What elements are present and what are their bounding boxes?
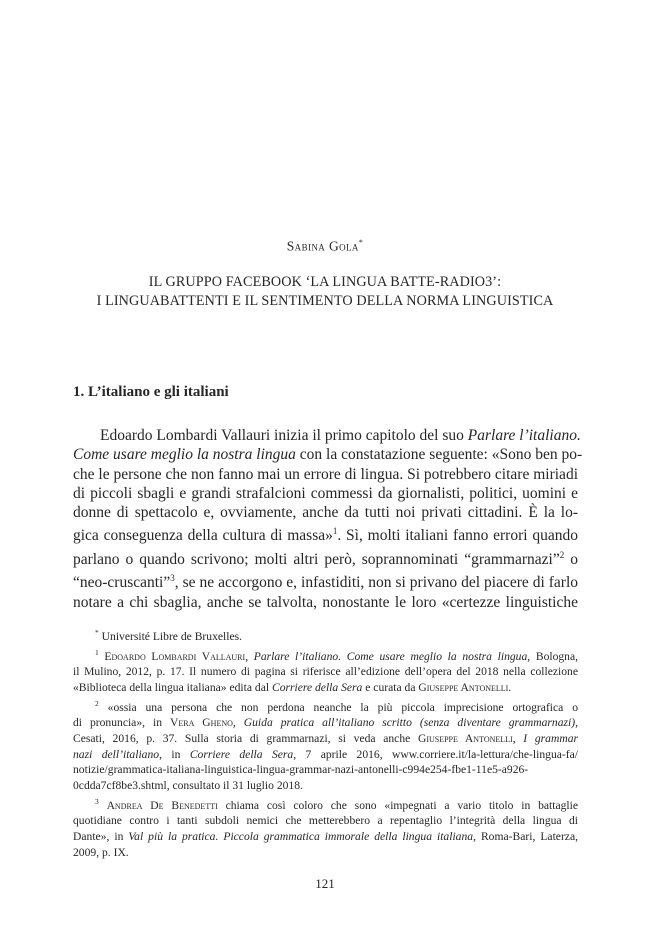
author-footnote-mark: * [358,238,364,247]
body-text-run: o [564,551,578,569]
cited-author: Giuseppe Antonelli [417,731,513,745]
title-line-1: IL GRUPPO FACEBOOK ‘LA LINGUA BATTE-RADIO3’: [148,274,502,290]
footnote-ref: 2 [559,549,565,560]
footnote-text: , [512,731,524,745]
book-title: Parlare l’italiano. [467,427,581,444]
footnote-text: , Bologna, [527,649,579,663]
body-line [73,546,578,569]
footnote-star [73,625,578,645]
footnote-3-line [73,829,578,845]
cited-author: Andrea De Benedetti [106,798,218,812]
footnote-text: . [508,680,512,694]
footnote-ref: 3 [170,573,175,584]
body-text-run: parlano o quando scrivono; molti altri però, soprannominati “grammarnazi” [73,551,560,569]
footnote-2-line [73,731,578,747]
footnote-1-line [73,645,578,665]
footnote-text: Cesati, 2016, p. 37. Sulla storia di grammarnazi, si veda anche [73,731,418,745]
body-text-run: “neo-cruscanti” [73,574,171,592]
footnote-3-line: 2009, p. IX. [73,845,129,859]
footnote-mark: 2 [95,698,99,708]
article-title [55,273,595,311]
author-first-name: Sabina [286,238,326,254]
body-line: donne di spettacolo e, ovviamente, anche da tutti noi privati cittadini. È la lo- [73,504,578,522]
footnote-3-line [73,794,578,814]
section-heading: 1. L’italiano e gli italiani [73,384,229,400]
body-line [73,426,581,445]
body-text-run: con la constatazione seguente: «Sono ben po- [295,446,583,464]
footnote-mark: 1 [95,647,99,657]
footnote-text: «Biblioteca della lingua italiana» edita dal [73,680,272,694]
cited-title: Guida pratica all’italiano scritto (senza diventare grammarnazi) [243,716,576,730]
body-text-run: , se ne accorgono e, infastiditi, non si privano del piacere di farlo [174,574,578,592]
cited-author: Edoardo Lombardi Vallauri [104,649,246,663]
footnote-text: chiama così coloro che sono «impegnati a vario titolo in battaglie [217,798,578,812]
footnotes [73,625,578,860]
cited-title: I grammar [523,731,578,745]
author-last-name: Gola [328,238,359,254]
body-line: che le persone che non fanno mai un errore di lingua. Si potrebbero citare miriadi [73,465,578,483]
footnote-text: Université Libre de Bruxelles. [101,629,243,643]
body-text-run: Edoardo Lombardi Vallauri inizia il primo capitolo del suo [100,427,468,444]
footnote-text: Dante», in [73,829,129,843]
cited-author: Vera Gheno [169,716,233,730]
footnote-text: , 7 aprile 2016, www.corriere.it/la-lettura/che-lingua-fa/ [293,747,578,761]
title-line-2: I LINGUABATTENTI E IL SENTIMENTO DELLA NORMA LINGUISTICA [96,293,554,309]
footnote-text: di pronuncia», in [73,716,170,730]
footnote-text: «ossia una persona che non perdona neanche la più piccola imprecisione ortografica o [107,700,578,714]
book-title: Come usare meglio la nostra lingua [73,446,296,464]
body-text-run: gica conseguenza della cultura di massa» [73,527,333,545]
footnote-ref: 1 [332,526,338,537]
footnote-1-line: il Mulino, 2012, p. 17. Il numero di pagina si riferisce all’edizione dell’opera del 2018 nella collezione [73,665,578,679]
cited-title: Val più la pratica. Piccola grammatica immorale della lingua italiana [128,829,474,843]
footnote-mark: 3 [95,796,99,806]
footnote-1-line [73,680,578,696]
footnote-text: , [245,649,254,663]
footnote-text: e curata da [362,680,419,694]
footnote-2-line: notizie/grammatica-italiana-linguistica-lingua-grammar-nazi-antonelli-c994e254-fbe1-11e5-a926- [73,763,529,777]
cited-author: Giuseppe Antonelli [418,680,509,694]
cited-title: nazi dell’italiano [73,747,160,761]
footnote-3-line: quotidiane contro i tanti subdoli nemici che metterebbero a repentaglio l’integrità della lingua di [73,814,578,828]
footnote-2-line [73,747,578,763]
cited-title: Corriere della Sera [189,747,294,761]
footnote-text: , [575,716,578,730]
footnote-2-line: 0cdda7cf8be3.shtml, consultato il 31 luglio 2018. [73,778,303,792]
cited-title: Corriere della Sera [271,680,363,694]
body-line: notare a chi sbaglia, anche se talvolta, nonostante le loro «certezze linguistiche [73,593,578,611]
body-line [73,522,578,545]
footnote-2-line [73,715,578,731]
body-line [73,569,578,592]
page-number: 121 [315,876,335,891]
cited-title: Parlare l’italiano. Come usare meglio la nostra lingua [253,649,528,663]
footnote-text: , [232,716,244,730]
footnote-mark: * [95,628,99,637]
body-paragraph [73,426,583,612]
footnote-2-line [73,696,578,716]
body-line [73,445,583,464]
footnote-text: , Roma-Bari, Laterza, [473,829,578,843]
body-text-run: . Sì, molti italiani fanno errori quando [337,527,578,545]
body-line: di piccoli sbagli e grandi strafalcioni commessi da giornalisti, politici, uomini e [73,484,578,502]
author-name [0,238,650,255]
footnote-text: , in [159,747,190,761]
